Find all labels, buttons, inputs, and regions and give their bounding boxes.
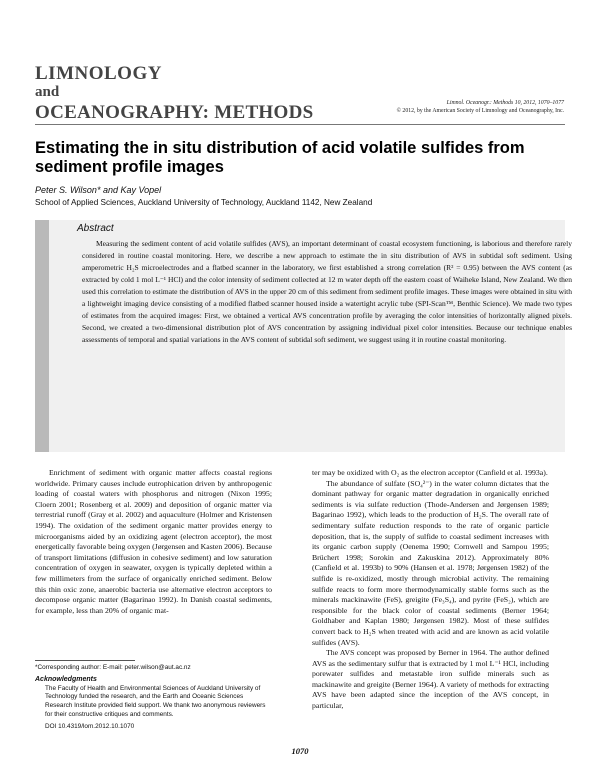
citation-line: Limnol. Oceanogr.: Methods 10, 2012, 1070–1077	[446, 100, 564, 106]
abstract-heading: Abstract	[77, 223, 114, 234]
citation-block	[334, 100, 564, 115]
body-column-right	[312, 468, 549, 712]
body-paragraph: Enrichment of sediment with organic matter affects coastal regions worldwide. Primary causes include eutrophication driven by anthropogenic loading of coastal waters with phosphorus and nitrogen (Nixon 1995; Cloern 2001; Rosenberg et al. 2009) and deposition of organic matter via terrestrial runoff (Gray et al. 2002) and aquaculture (Holmer and Kristensen 1994). The oxidation of the sediment organic matter provides energy to microorganisms aided by an oxidizing agent (electron acceptor), the most energetically favorable being oxygen (Jørgensen and Kasten 2006). Because of transport limitations (diffusion in cohesive sediment) and low saturation concentration of oxygen in seawater, oxygen is typically depleted within a few millimeters from the surface of organically enriched sediment. Below this thin oxic zone, anaerobic bacteria use alternative electron acceptors to decompose organic matter (Bagarinao 1992). In Danish coastal sediments, for example, less than 20% of organic mat-	[35, 468, 272, 615]
page-number: 1070	[291, 746, 309, 756]
journal-name	[35, 64, 313, 122]
header-divider	[35, 124, 565, 125]
body-paragraph: The abundance of sulfate (SO₄²⁻) in the water column dictates that the dominant pathway for organic matter degradation in organically enriched sediments is via sulfate reduction (Thode-Andersen and Jørgensen 1989; Bagarinao 1992), which leads to the production of H₂S. The overall rate of sedimentary sulfate reduction responds to the rate of organic particle deposition, that is, the supply of sulfide to coastal sediment increases with its organic carbon supply (Oenema 1990; Cornwell and Sampou 1995; Brüchert 1998; Sorokin and Zakuskina 2012). Approximately 80% (Canfield et al. 1993b) to 90% (Hansen et al. 1978; Jørgensen 1982) of the sulfide is re-oxidized, mostly through microbial activity. The remaining sulfide reacts to form more thermodynamically stable forms such as the minerals mackinawite (FeS), greigite (Fe₃S₄), and pyrite (FeS₂), which are responsible for the black color of coastal sediments (Berner 1964; Goldhaber and Kaplan 1980; Jørgensen 1982). Most of these sulfides convert back to H₂S when treated with acid and are known as acid volatile sulfides (AVS).	[312, 478, 549, 647]
body-column-left	[35, 468, 272, 616]
acknowledgments-text: The Faculty of Health and Environmental Sciences of Auckland University of Technology funded the research, and the Earth and Oceanic Sciences Research Institute provided field support. We thank two anonymous reviewers for their constructive critiques and comments.	[45, 684, 266, 718]
journal-name-line3: OCEANOGRAPHY: METHODS	[35, 102, 314, 123]
footnote-divider	[35, 660, 135, 661]
body-paragraph: The AVS concept was proposed by Berner in 1964. The author defined AVS as the sedimentary sulfur that is extracted by 1 mol L⁻¹ HCl, including porewater sulfides and metastable iron sulfide minerals such as mackinawite and greigite (Berner 1964). A variety of methods for extracting AVS have been adapted since the inception of the AVS concept, in particular,	[312, 648, 549, 711]
acknowledgments-heading: Acknowledgments	[35, 675, 97, 683]
doi: DOI 10.4319/lom.2012.10.1070	[45, 722, 135, 730]
authors: Peter S. Wilson* and Kay Vopel	[35, 185, 162, 195]
corresponding-author: *Corresponding author: E-mail: peter.wilson@aut.ac.nz	[35, 664, 191, 671]
journal-name-line2: and	[35, 84, 60, 100]
copyright-line: © 2012, by the American Society of Limnology and Oceanography, Inc.	[396, 107, 564, 114]
affiliation: School of Applied Sciences, Auckland University of Technology, Auckland 1142, New Zealand	[35, 198, 373, 207]
body-paragraph: ter may be oxidized with O₂ as the electron acceptor (Canfield et al. 1993a).	[312, 468, 548, 477]
footnotes	[35, 660, 272, 732]
abstract-box	[35, 220, 572, 452]
abstract-text: Measuring the sediment content of acid volatile sulfides (AVS), an important determinant of coastal ecosystem functioning, is laborious and therefore rarely considered in routine coastal monitoring. Here, we describe a new approach to estimate the in situ distribution of AVS in subtidal soft sediment. Using amperometric H₂S microelectrodes and a flatbed scanner in the laboratory, we first established a strong correlation (R² = 0.95) between the AVS content (as extracted by cold 1 mol L⁻¹ HCl) and the color intensity of sediment collected at 12 m water depth off the eastern coast of Waiheke Island, New Zealand. We then used this correlation to estimate the distribution of AVS in the upper 20 cm of this sediment from sediment profile images. These images were obtained in situ with a lightweight imaging device consisting of a modified flatbed scanner housed inside a watertight acrylic tube (SPI-Scan™, Benthic Science). We made two types of estimates from the acquired images: First, we obtained a vertical AVS concentration profile by averaging the color intensities of horizontally aligned pixels. Second, we created a two-dimensional distribution plot of AVS concentration by assigning individual pixel color intensities. Because our technique enables assessments of temporal and spatial variations in the AVS content of subtidal soft sediment, we suggest using it in routine coastal monitoring.	[82, 239, 572, 344]
journal-name-line1: LIMNOLOGY	[35, 63, 162, 84]
article-title: Estimating the in situ distribution of acid volatile sulfides from sediment profile images	[35, 139, 525, 176]
